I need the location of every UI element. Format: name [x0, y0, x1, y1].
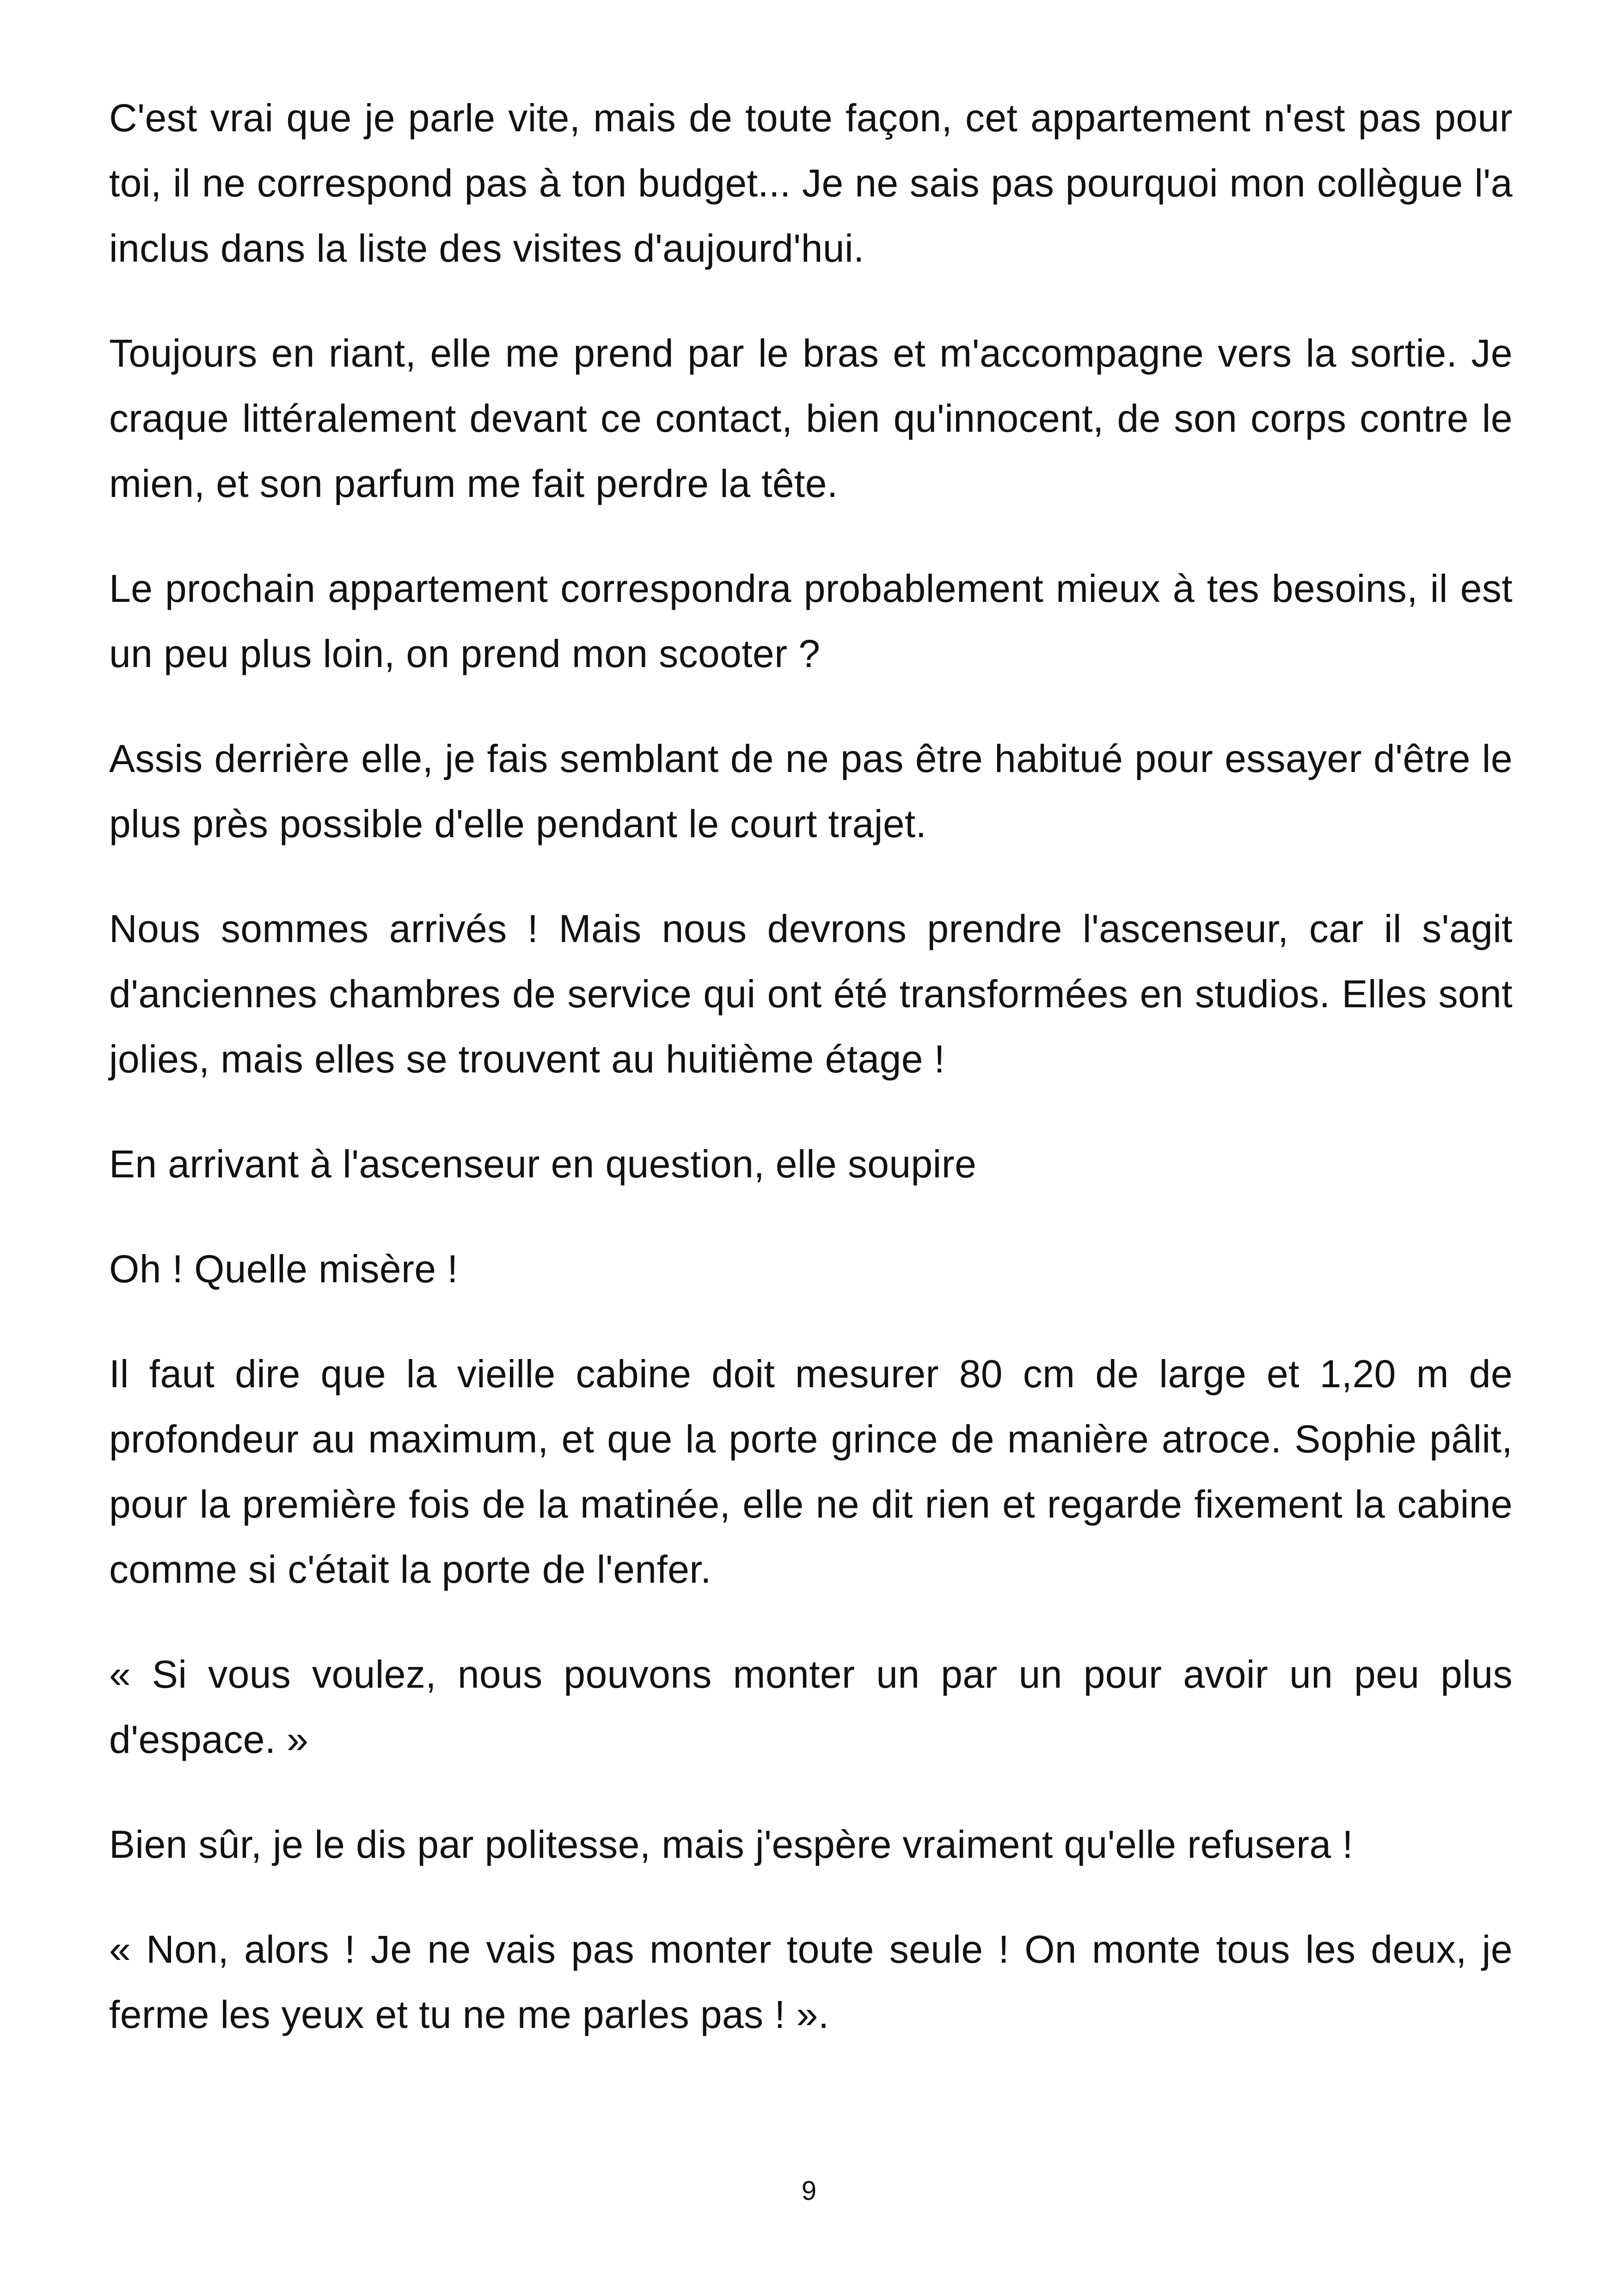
page-body	[109, 86, 1513, 2087]
paragraph: C'est vrai que je parle vite, mais de toute façon, cet appartement n'est pas pour toi, il ne correspond pas à ton budget... Je ne sais pas pourquoi mon collègue l'a inclus dans la liste des visites d'aujourd'hui.	[109, 96, 1513, 270]
paragraph: En arrivant à l'ascenseur en question, elle soupire	[109, 1142, 977, 1186]
paragraph: Toujours en riant, elle me prend par le bras et m'accompagne vers la sortie. Je craque littéralement devant ce contact, bien qu'innocent, de son corps contre le mien, et son parfum me fait perdre la tête.	[109, 331, 1513, 505]
paragraph: « Si vous voulez, nous pouvons monter un par un pour avoir un peu plus d'espace. »	[109, 1653, 1513, 1761]
paragraph: Nous sommes arrivés ! Mais nous devrons prendre l'ascenseur, car il s'agit d'anciennes chambres de service qui ont été transformées en studios. Elles sont jolies, mais elles se trouvent au huitième étage !	[109, 907, 1513, 1081]
paragraph: Bien sûr, je le dis par politesse, mais j'espère vraiment qu'elle refusera !	[109, 1823, 1354, 1866]
paragraph: Assis derrière elle, je fais semblant de ne pas être habitué pour essayer d'être le plus près possible d'elle pendant le court trajet.	[109, 737, 1513, 845]
paragraph: Le prochain appartement correspondra probablement mieux à tes besoins, il est un peu plus loin, on prend mon scooter ?	[109, 567, 1513, 675]
paragraph: Oh ! Quelle misère !	[109, 1247, 458, 1291]
page-number: 9	[801, 2176, 817, 2206]
paragraph: Il faut dire que la vieille cabine doit mesurer 80 cm de large et 1,20 m de profondeur au maximum, et que la porte grince de manière atroce. Sophie pâlit, pour la première fois de la matinée, elle ne dit rien et regarde fixement la cabine comme si c'était la porte de l'enfer.	[109, 1352, 1513, 1591]
paragraph: « Non, alors ! Je ne vais pas monter toute seule ! On monte tous les deux, je ferme les yeux et tu ne me parles pas ! ».	[109, 1928, 1513, 2036]
